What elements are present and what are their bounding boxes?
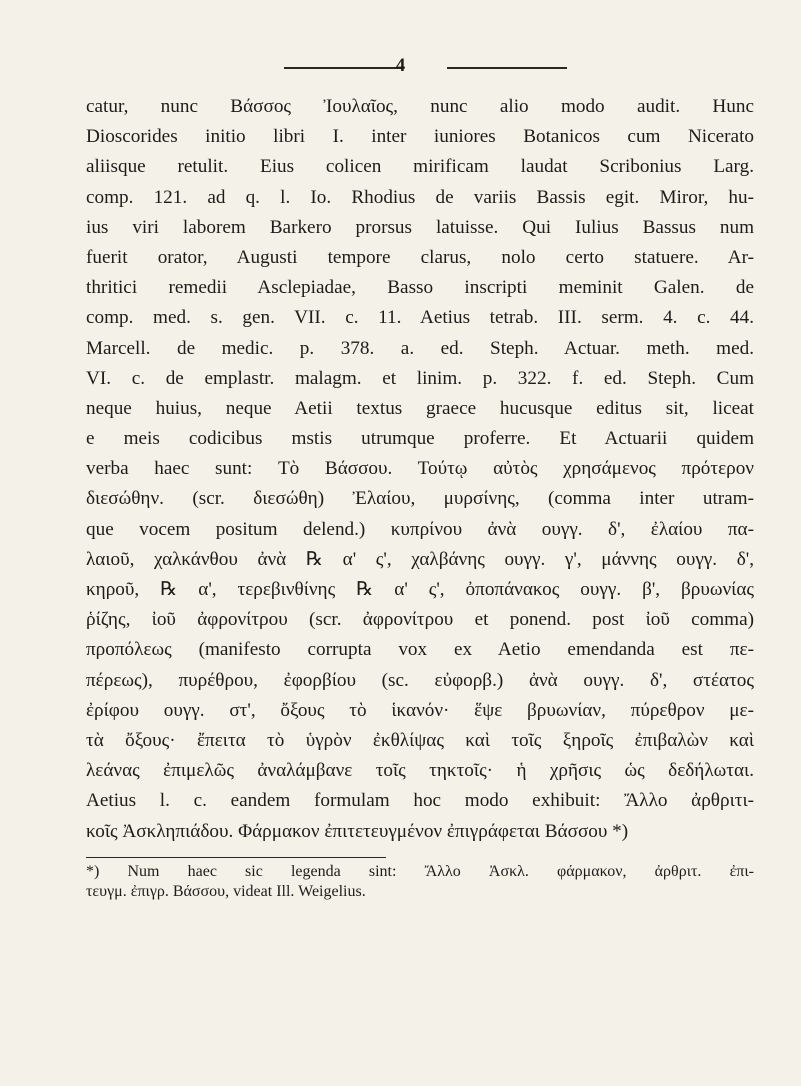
body-line: τὰ ὄξους· ἔπειτα τὸ ὑγρὸν ἐκθλίψας καὶ τοῖς ξηροῖς ἐπιβαλὼν καὶ — [86, 729, 754, 751]
page-body — [86, 92, 754, 902]
body-line: thritici remedii Asclepiadae, Basso inscripti meminit Galen. de — [86, 277, 754, 299]
page-header — [0, 56, 801, 76]
body-line: Marcell. de medic. p. 378. a. ed. Steph. Actuar. meth. med. — [86, 337, 754, 359]
header-rule-right — [447, 67, 567, 69]
body-line: comp. med. s. gen. VII. c. 11. Aetius tetrab. III. serm. 4. c. 44. — [86, 307, 754, 329]
page-number: 4 — [395, 55, 406, 76]
body-line: que vocem positum delend.) κυπρίνου ἀνὰ ουγγ. δ', ἐλαίου πα- — [86, 518, 754, 540]
body-line: aliisque retulit. Eius colicen mirificam laudat Scribonius Larg. — [86, 156, 754, 178]
body-line: Dioscorides initio libri I. inter iuniores Botanicos cum Nicerato — [86, 126, 754, 148]
body-line: Aetius l. c. eandem formulam hoc modo exhibuit: Ἄλλο ἀρθριτι- — [86, 790, 754, 812]
body-line: κηροῦ, ℞ α', τερεβινθίνης ℞ α' ς', ὀποπάνακος ουγγ. β', βρυωνίας — [86, 579, 754, 600]
body-line: κοῖς Ἀσκληπιάδου. Φάρμακον ἐπιτετευγμένον ἐπιγράφεται Βάσσου *) — [86, 820, 629, 842]
body-line: διεσώθην. (scr. διεσώθη) Ἐλαίου, μυρσίνης, (comma inter utram- — [86, 488, 754, 510]
body-line: πέρεως), πυρέθρου, ἐφορβίου (sc. εὐφορβ.) ἀνὰ ουγγ. δ', στέατος — [86, 669, 754, 691]
body-line: λαιοῦ, χαλκάνθου ἀνὰ ℞ α' ς', χαλβάνης ουγγ. γ', μάννης ουγγ. δ', — [86, 548, 754, 570]
body-line: ἐρίφου ουγγ. στ', ὄξους τὸ ἱκανόν· ἕψε βρυωνίαν, πύρεθρον με- — [86, 699, 754, 721]
body-line: προπόλεως (manifesto corrupta vox ex Aetio emendanda est πε- — [86, 639, 754, 661]
body-line: comp. 121. ad q. l. Io. Rhodius de variis Bassis egit. Miror, hu- — [86, 186, 754, 208]
footnote-line: τευγμ. ἐπιγρ. Βάσσου, videat Ill. Weigelius. — [86, 882, 366, 900]
body-line: e meis codicibus mstis utrumque proferre. Et Actuarii quidem — [86, 428, 754, 450]
body-line: neque huius, neque Aetii textus graece hucusque editus sit, liceat — [86, 397, 754, 419]
body-line: ius viri laborem Barkero prorsus latuisse. Qui Iulius Bassus num — [86, 216, 754, 238]
body-line: λεάνας ἐπιμελῶς ἀναλάμβανε τοῖς τηκτοῖς· ἡ χρῆσις ὡς δεδήλωται. — [86, 760, 754, 782]
body-line: verba haec sunt: Τὸ Βάσσου. Τούτῳ αὐτὸς χρησάμενος πρότερον — [86, 458, 754, 480]
body-line: fuerit orator, Augusti tempore clarus, nolo certo statuere. Ar- — [86, 246, 754, 268]
body-line: catur, nunc Βάσσος Ἰουλαῖος, nunc alio modo audit. Hunc — [86, 96, 754, 117]
body-line: VI. c. de emplastr. malagm. et linim. p. 322. f. ed. Steph. Cum — [86, 367, 754, 389]
footnote-line: *) Num haec sic legenda sint: Ἄλλο Ἀσκλ. φάρμακον, ἀρθριτ. ἐπι- — [86, 862, 754, 880]
body-line: ῥίζης, ἰοῦ ἀφρονίτρου (scr. ἀφρονίτρου et ponend. post ἰοῦ comma) — [86, 609, 754, 631]
